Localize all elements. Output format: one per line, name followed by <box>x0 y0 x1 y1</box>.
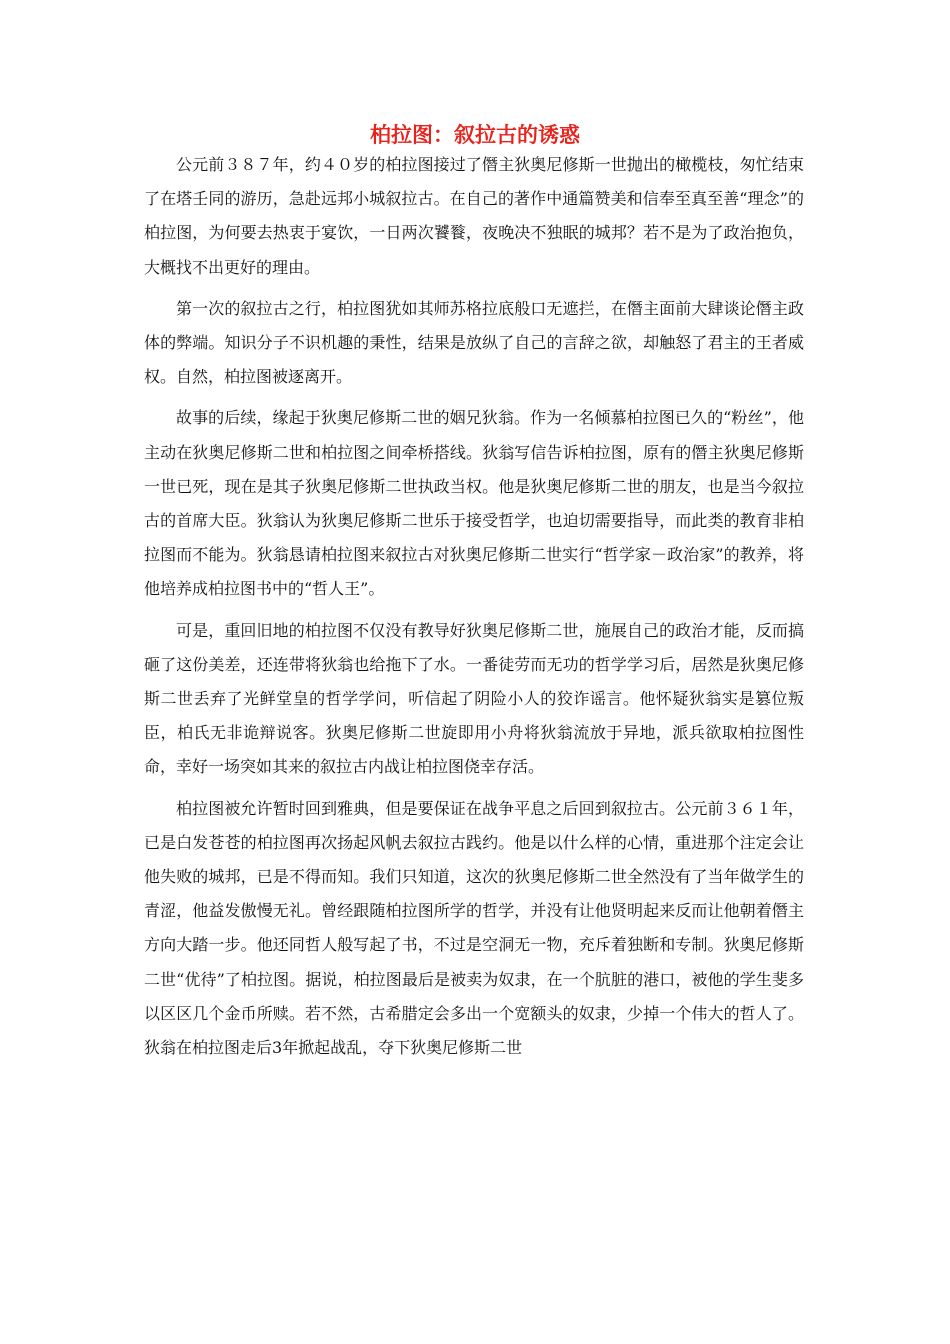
paragraph: 故事的后续，缘起于狄奥尼修斯二世的姻兄狄翁。作为一名倾慕柏拉图已久的“粉丝”，他主动在狄奥尼修斯二世和柏拉图之间牵桥搭线。狄翁写信告诉柏拉图，原有的僭主狄奥尼修斯一世已死，现在是其子狄奥尼修斯二世执政当权。他是狄奥尼修斯二世的朋友，也是当今叙拉古的首席大臣。狄翁认为狄奥尼修斯二世乐于接受哲学，也迫切需要指导，而此类的教育非柏拉图而不能为。狄翁恳请柏拉图来叙拉古对狄奥尼修斯二世实行“哲学家－政治家”的教养，将他培养成柏拉图书中的“哲人王”。 <box>144 408 804 599</box>
document-body <box>144 148 804 1065</box>
document-title: 柏拉图：叙拉古的诱惑 <box>370 122 580 147</box>
paragraph: 可是，重回旧地的柏拉图不仅没有教导好狄奥尼修斯二世，施展自己的政治才能，反而搞砸了这份美差，还连带将狄翁也给拖下了水。一番徒劳而无功的哲学学习后，居然是狄奥尼修斯二世丢弃了光鲜堂皇的哲学学问，听信起了阴险小人的狡诈谣言。他怀疑狄翁实是篡位叛臣，柏氏无非诡辩说客。狄奥尼修斯二世旋即用小舟将狄翁流放于异地，派兵欲取柏拉图性命，幸好一场突如其来的叙拉古内战让柏拉图侥幸存活。 <box>144 620 804 777</box>
paragraph: 第一次的叙拉古之行，柏拉图犹如其师苏格拉底般口无遮拦，在僭主面前大肆谈论僭主政体的弊端。知识分子不识机趣的秉性，结果是放纵了自己的言辞之欲，却触怒了君主的王者威权。自然，柏拉图被逐离开。 <box>144 298 804 387</box>
paragraph: 公元前３８７年，约４０岁的柏拉图接过了僭主狄奥尼修斯一世抛出的橄榄枝，匆忙结束了在塔壬同的游历，急赴远邦小城叙拉古。在自己的著作中通篇赞美和信奉至真至善“理念”的柏拉图，为何要去热衷于宴饮，一日两次饕餮，夜晚决不独眠的城邦？若不是为了政治抱负，大概找不出更好的理由。 <box>144 155 804 277</box>
paragraph: 柏拉图被允许暂时回到雅典，但是要保证在战争平息之后回到叙拉古。公元前３６１年，已是白发苍苍的柏拉图再次扬起风帆去叙拉古践约。他是以什么样的心情，重进那个注定会让他失败的城邦，已是不得而知。我们只知道，这次的狄奥尼修斯二世全然没有了当年做学生的青涩，他益发傲慢无礼。曾经跟随柏拉图所学的哲学，并没有让他贤明起来反而让他朝着僭主方向大踏一步。他还同哲人般写起了书，不过是空洞无一物，充斥着独断和专制。狄奥尼修斯二世“优待”了柏拉图。据说，柏拉图最后是被卖为奴隶，在一个肮脏的港口，被他的学生斐多以区区几个金币所赎。若不然，古希腊定会多出一个宽额头的奴隶，少掉一个伟大的哲人了。狄翁在柏拉图走后3年掀起战乱，夺下狄奥尼修斯二世 <box>144 798 804 1058</box>
